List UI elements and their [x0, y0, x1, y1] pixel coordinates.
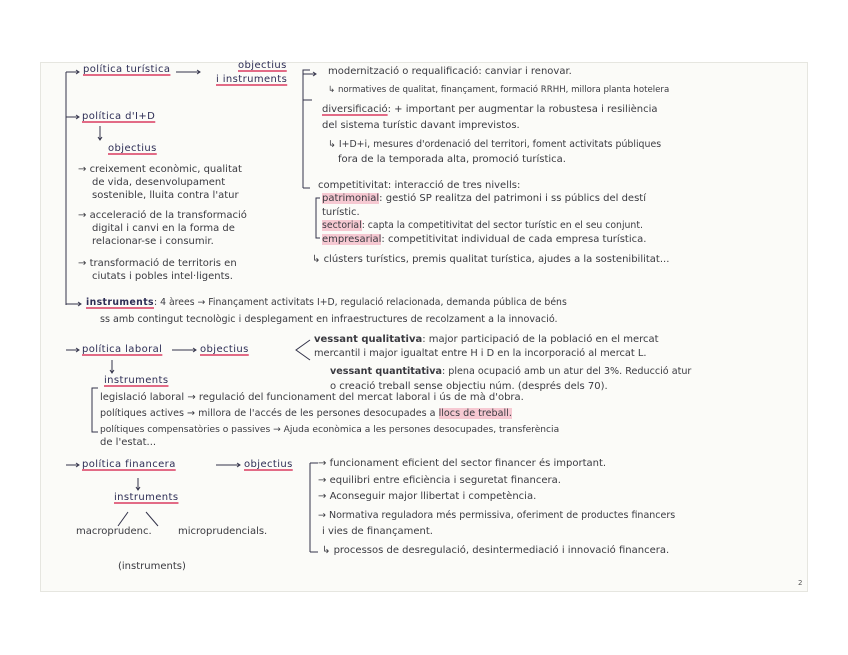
obj-id-3-line1	[78, 258, 237, 270]
note-actives	[100, 408, 512, 420]
note-qualitativa-line2: mercantil i major igualtat entre H i D en la incorporació al mercat L.	[314, 348, 647, 359]
obj-id-1-line2: de vida, desenvolupament	[92, 177, 226, 188]
note-quantitativa-line2: o creació treball sense objectiu núm. (després dels 70).	[330, 381, 608, 392]
note-text: transformació de territoris en	[89, 258, 237, 269]
obj-fin-4-line2: i vies de finançament.	[322, 526, 433, 537]
note-text: acceleració de la transformació	[89, 210, 247, 221]
note-modernitzacio-sub	[328, 84, 669, 96]
label-instruments-financera: instruments	[114, 492, 179, 503]
note-instruments-id	[86, 297, 567, 309]
note-legislacio: legislació laboral → regulació del funcionament del mercat laboral i ús de mà d'obra.	[100, 392, 524, 403]
note-text: : 4 àrees → Finançament activitats I+D, regulació relacionada, demanda pública de béns	[153, 297, 567, 308]
page-number: 2	[798, 579, 803, 587]
label-objectius: objectius	[238, 60, 287, 71]
note-text: : capta la competitivitat del sector turístic en el seu conjunt.	[361, 220, 643, 231]
heading-politica-turistica: política turística	[83, 64, 171, 75]
note-text: : competitivitat individual de cada empresa turística.	[381, 234, 647, 245]
heading-politica-laboral: política laboral	[82, 344, 163, 355]
note-qualitativa	[314, 334, 659, 346]
note-passives: polítiques compensatòries o passives → Ajuda econòmica a les persones desocupades, transferència	[100, 425, 560, 435]
label-objectius-id: objectius	[108, 143, 157, 154]
note-text: funcionament eficient del sector financer és important.	[329, 458, 607, 469]
note-diversificacio	[322, 104, 658, 116]
note-idi	[328, 139, 661, 151]
label-objectius-financera: objectius	[244, 459, 293, 470]
label-i-instruments: i instruments	[216, 74, 288, 85]
label-macroprudencials: macroprudenc.	[76, 526, 152, 537]
note-modernitzacio: modernització o requalificació: canviar i renovar.	[328, 66, 572, 77]
obj-id-2-line1	[78, 210, 247, 222]
note-clusters	[312, 254, 669, 266]
label-instruments-laboral: instruments	[104, 375, 169, 386]
note-sectorial	[322, 220, 643, 232]
obj-fin-2	[318, 475, 561, 487]
note-text: : gestió SP realitza del patrimoni i ss públics del destí	[379, 193, 646, 204]
note-text: Aconseguir major llibertat i competència.	[329, 491, 537, 502]
note-diversificacio-line2: del sistema turístic davant imprevistos.	[322, 120, 520, 131]
term-patrimonial: patrimonial	[322, 193, 380, 204]
term-vessant-quantitativa: vessant quantitativa	[330, 366, 442, 377]
sub-arrow-icon: ↳	[322, 545, 334, 556]
label-objectius-laboral: objectius	[200, 344, 249, 355]
note-text: polítiques actives → millora de l'accés de les persones desocupades a	[100, 408, 439, 419]
note-instruments-id-line2: ss amb contingut tecnològic i desplegament en infraestructures de recolzament a la innovació.	[100, 314, 558, 325]
note-text: clústers turístics, premis qualitat turística, ajudes a la sostenibilitat...	[323, 254, 670, 265]
arrow-icon: →	[318, 491, 330, 502]
note-passives-line2: de l'estat...	[100, 437, 157, 448]
term-diversificacio: diversificació	[322, 104, 388, 115]
note-text: processos de desregulació, desintermediació i innovació financera.	[333, 545, 670, 556]
sub-arrow-icon: ↳	[312, 254, 324, 265]
note-text: : + important per augmentar la robustesa i resiliència	[387, 104, 658, 115]
arrow-icon: →	[78, 164, 90, 175]
heading-politica-id: política d'I+D	[82, 111, 156, 122]
term-vessant-qualitativa: vessant qualitativa	[314, 334, 423, 345]
obj-id-2-line3: relacionar-se i consumir.	[92, 236, 214, 247]
note-text: creixement econòmic, qualitat	[89, 164, 242, 175]
obj-fin-5	[322, 545, 669, 557]
note-empresarial	[322, 234, 646, 246]
arrow-icon: →	[78, 210, 90, 221]
note-patrimonial-line2: turístic.	[322, 207, 360, 218]
heading-politica-financera: política financera	[82, 459, 176, 470]
note-text: Normativa reguladora més permissiva, oferiment de productes financers	[328, 510, 676, 521]
term-sectorial: sectorial	[322, 220, 362, 231]
obj-fin-4	[318, 510, 675, 522]
note-idi-line2: fora de la temporada alta, promoció turística.	[338, 154, 566, 165]
note-text: normatives de qualitat, finançament, formació RRHH, millora planta hotelera	[337, 85, 670, 95]
arrow-icon: →	[318, 475, 330, 486]
sub-arrow-icon: ↳	[328, 85, 338, 95]
note-patrimonial	[322, 193, 646, 205]
term-instruments: instruments	[86, 297, 154, 308]
sub-arrow-icon: ↳	[328, 139, 339, 150]
term-empresarial: empresarial	[322, 234, 382, 245]
note-text: I+D+i, mesures d'ordenació del territori, foment activitats públiques	[338, 139, 662, 150]
note-text: : plena ocupació amb un atur del 3%. Reducció atur	[441, 366, 692, 377]
note-competitivitat: competitivitat: interacció de tres nivells:	[318, 180, 521, 191]
label-microprudencials: microprudencials.	[178, 526, 268, 537]
obj-fin-1	[318, 458, 606, 470]
note-quantitativa	[330, 366, 691, 378]
note-instruments-paren: (instruments)	[118, 561, 186, 572]
arrow-icon: →	[78, 258, 90, 269]
note-text: : major participació de la població en el mercat	[422, 334, 659, 345]
note-text: equilibri entre eficiència i seguretat financera.	[329, 475, 561, 486]
arrow-icon: →	[318, 458, 330, 469]
arrow-icon: →	[318, 510, 329, 521]
obj-id-1-line1	[78, 164, 242, 176]
obj-id-3-line2: ciutats i pobles intel·ligents.	[92, 271, 233, 282]
obj-fin-3	[318, 491, 536, 503]
term-llocs-treball: llocs de treball.	[438, 408, 512, 419]
obj-id-1-line3: sostenible, lluita contra l'atur	[92, 190, 239, 201]
obj-id-2-line2: digital i canvi en la forma de	[92, 223, 235, 234]
